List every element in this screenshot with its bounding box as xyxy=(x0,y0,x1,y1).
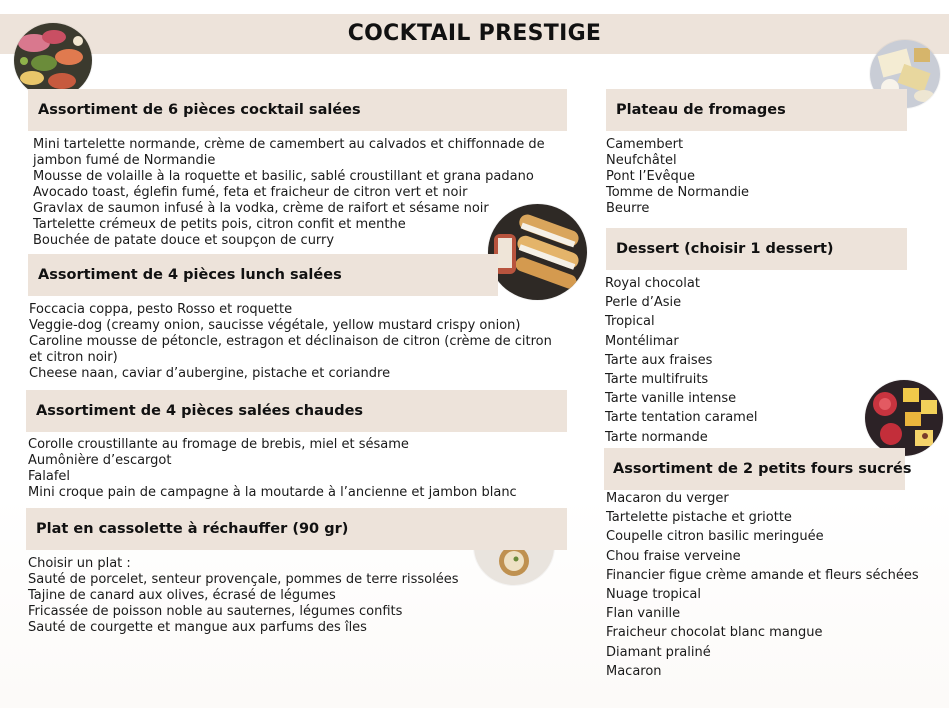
list-item: Tartelette pistache et griotte xyxy=(606,510,792,526)
list-item: Caroline mousse de pétoncle, estragon et déclinaison de citron (crème de citron xyxy=(29,334,552,349)
list-item: Tarte aux fraises xyxy=(605,352,713,368)
list-item: Mousse de volaille à la roquette et basilic, sablé croustillant et grana padano xyxy=(33,169,534,184)
cassolette-list xyxy=(28,556,488,636)
list-item: Gravlax de saumon infusé à la vodka, crème de raifort et sésame noir xyxy=(33,201,489,216)
section-heading-salees-chaudes: Assortiment de 4 pièces salées chaudes xyxy=(26,390,567,432)
list-item: Foccacia coppa, pesto Rosso et roquette xyxy=(29,302,293,317)
salees-chaudes-list xyxy=(28,437,573,501)
list-item: Fricassée de poisson noble au sauternes, légumes confits xyxy=(28,604,403,619)
list-item: Tarte normande xyxy=(605,429,708,445)
list-item: Tarte multifruits xyxy=(605,372,709,388)
list-item: Avocado toast, églefin fumé, feta et fraicheur de citron vert et noir xyxy=(33,185,468,200)
list-item: Cheese naan, caviar d’aubergine, pistache et coriandre xyxy=(29,366,391,381)
page-title: COCKTAIL PRESTIGE xyxy=(347,21,602,46)
section-heading-petits-fours: Assortiment de 2 petits fours sucrés xyxy=(604,448,905,490)
section-heading-cassolette: Plat en cassolette à réchauffer (90 gr) xyxy=(26,508,567,550)
list-item: Tarte tentation caramel xyxy=(605,410,758,426)
list-item: Diamant praliné xyxy=(606,644,711,660)
list-item: Tropical xyxy=(605,314,655,330)
list-item: Mini tartelette normande, crème de camembert au calvados et chiffonnade de xyxy=(33,137,545,152)
list-item: Corolle croustillante au fromage de brebis, miel et sésame xyxy=(28,437,409,452)
list-item: Montélimar xyxy=(605,333,679,349)
list-item: Nuage tropical xyxy=(606,587,702,603)
list-item: Beurre xyxy=(606,201,650,216)
list-item: Sauté de porcelet, senteur provençale, pommes de terre rissolées xyxy=(28,572,459,587)
list-item: Perle d’Asie xyxy=(605,295,682,311)
list-item: Pont l’Evêque xyxy=(606,169,695,184)
list-item: Tajine de canard aux olives, écrasé de légumes xyxy=(28,588,336,603)
dessert-list xyxy=(605,274,865,447)
list-item: Financier figue crème amande et fleurs séchées xyxy=(606,567,919,583)
list-item: Macaron xyxy=(606,663,662,679)
list-item: Sauté de courgette et mangue aux parfums des îles xyxy=(28,620,367,635)
list-item: Flan vanille xyxy=(606,606,681,622)
fromages-list xyxy=(606,137,906,217)
list-item: Falafel xyxy=(28,469,71,484)
list-item: Neufchâtel xyxy=(606,153,677,168)
section-heading-dessert: Dessert (choisir 1 dessert) xyxy=(606,228,907,270)
list-item: Camembert xyxy=(606,137,684,152)
section-heading-lunch-salees: Assortiment de 4 pièces lunch salées xyxy=(28,254,498,296)
canapes-photo xyxy=(14,23,92,98)
list-item: Aumônière d’escargot xyxy=(28,453,172,468)
section-heading-fromages: Plateau de fromages xyxy=(606,89,907,131)
list-item: Tomme de Normandie xyxy=(606,185,750,200)
list-item: Mini croque pain de campagne à la moutarde à l’ancienne et jambon blanc xyxy=(28,485,517,500)
list-item: jambon fumé de Normandie xyxy=(33,153,216,168)
petits-fours-list xyxy=(606,489,946,681)
list-item: Tartelette crémeux de petits pois, citron confit et menthe xyxy=(33,217,406,232)
list-item: Choisir un plat : xyxy=(28,556,131,571)
list-item: Royal chocolat xyxy=(605,276,700,291)
list-item: Chou fraise verveine xyxy=(606,548,741,564)
list-item: Macaron du verger xyxy=(606,491,729,506)
list-item: Fraicheur chocolat blanc mangue xyxy=(606,625,823,641)
list-item: et citron noir) xyxy=(29,350,118,365)
list-item: Veggie-dog (creamy onion, saucisse végétale, yellow mustard crispy onion) xyxy=(29,318,521,333)
list-item: Bouchée de patate douce et soupçon de curry xyxy=(33,233,335,248)
list-item: Tarte vanille intense xyxy=(605,391,737,407)
lunch-salees-list xyxy=(29,302,574,382)
cocktail-salees-list xyxy=(33,137,563,249)
list-item: Coupelle citron basilic meringuée xyxy=(606,529,824,545)
petits-fours-photo xyxy=(865,380,943,456)
section-heading-cocktail-salees: Assortiment de 6 pièces cocktail salées xyxy=(28,89,567,131)
